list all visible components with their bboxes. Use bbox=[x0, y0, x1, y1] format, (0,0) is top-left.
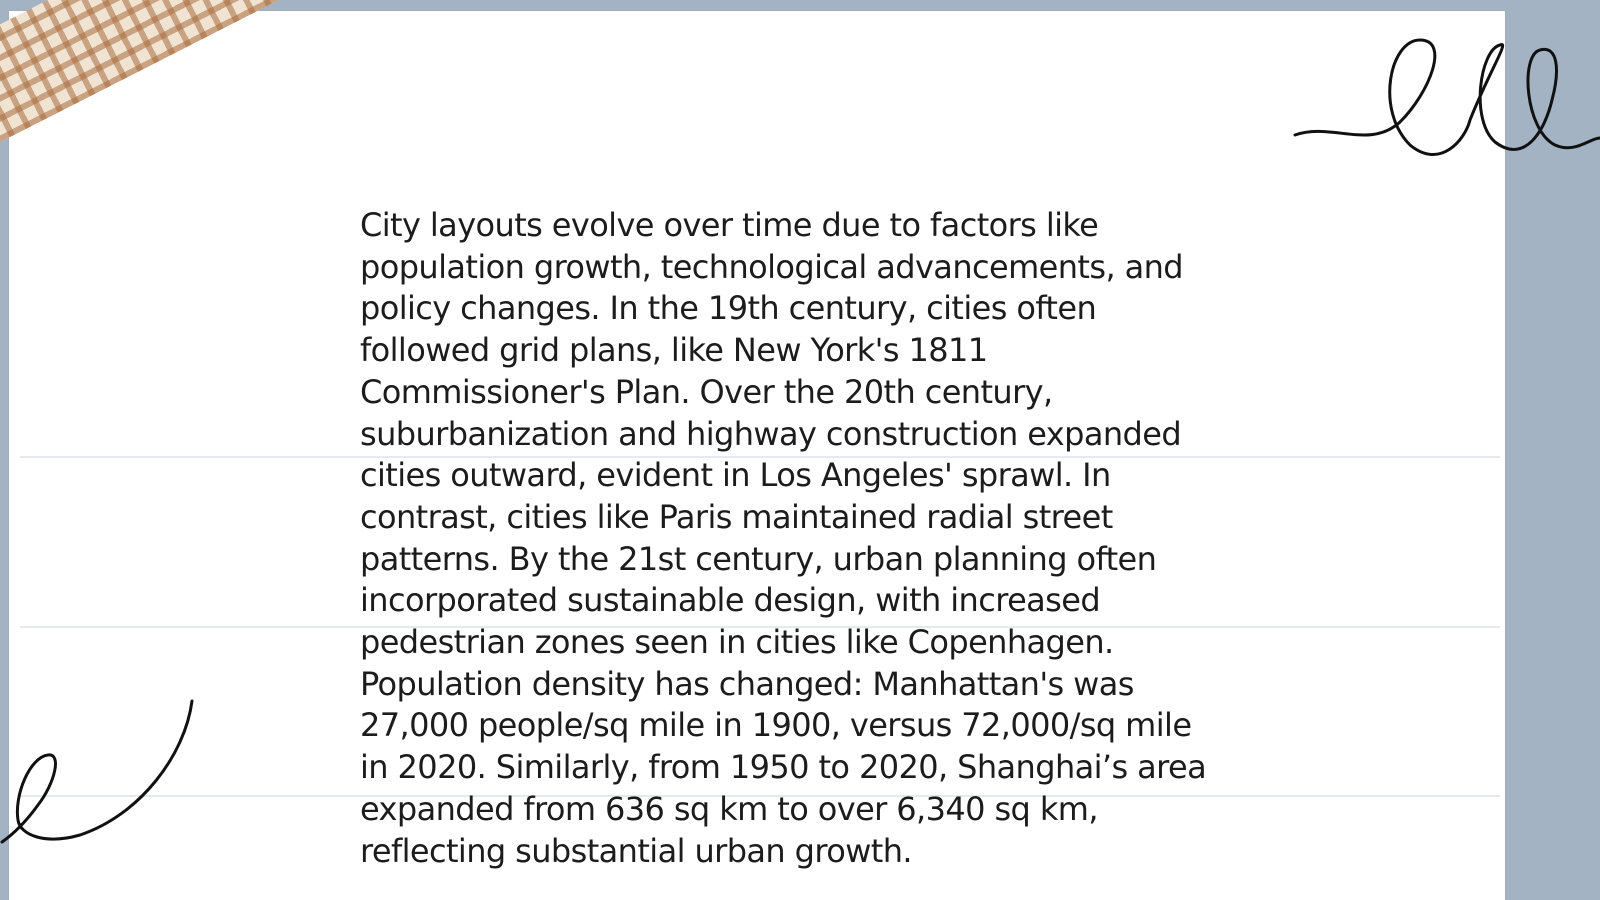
body-paragraph: City layouts evolve over time due to factors like population growth, technological advancements, and policy changes. In the 19th century, cities often followed grid plans, like New York's 1811 Commissioner's Plan. Over the 20th century, suburbanization and highway construction expanded cities outward, evident in Los Angeles' sprawl. In contrast, cities like Paris maintained radial street patterns. By the 21st century, urban planning often incorporated sustainable design, with increased pedestrian zones seen in cities like Copenhagen. Population density has changed: Manhattan's was 27,000 people/sq mile in 1900, versus 72,000/sq mile in 2020. Similarly, from 1950 to 2020, Shanghai’s area expanded from 636 sq km to over 6,340 sq km, reflecting substantial urban growth. bbox=[360, 206, 1207, 870]
